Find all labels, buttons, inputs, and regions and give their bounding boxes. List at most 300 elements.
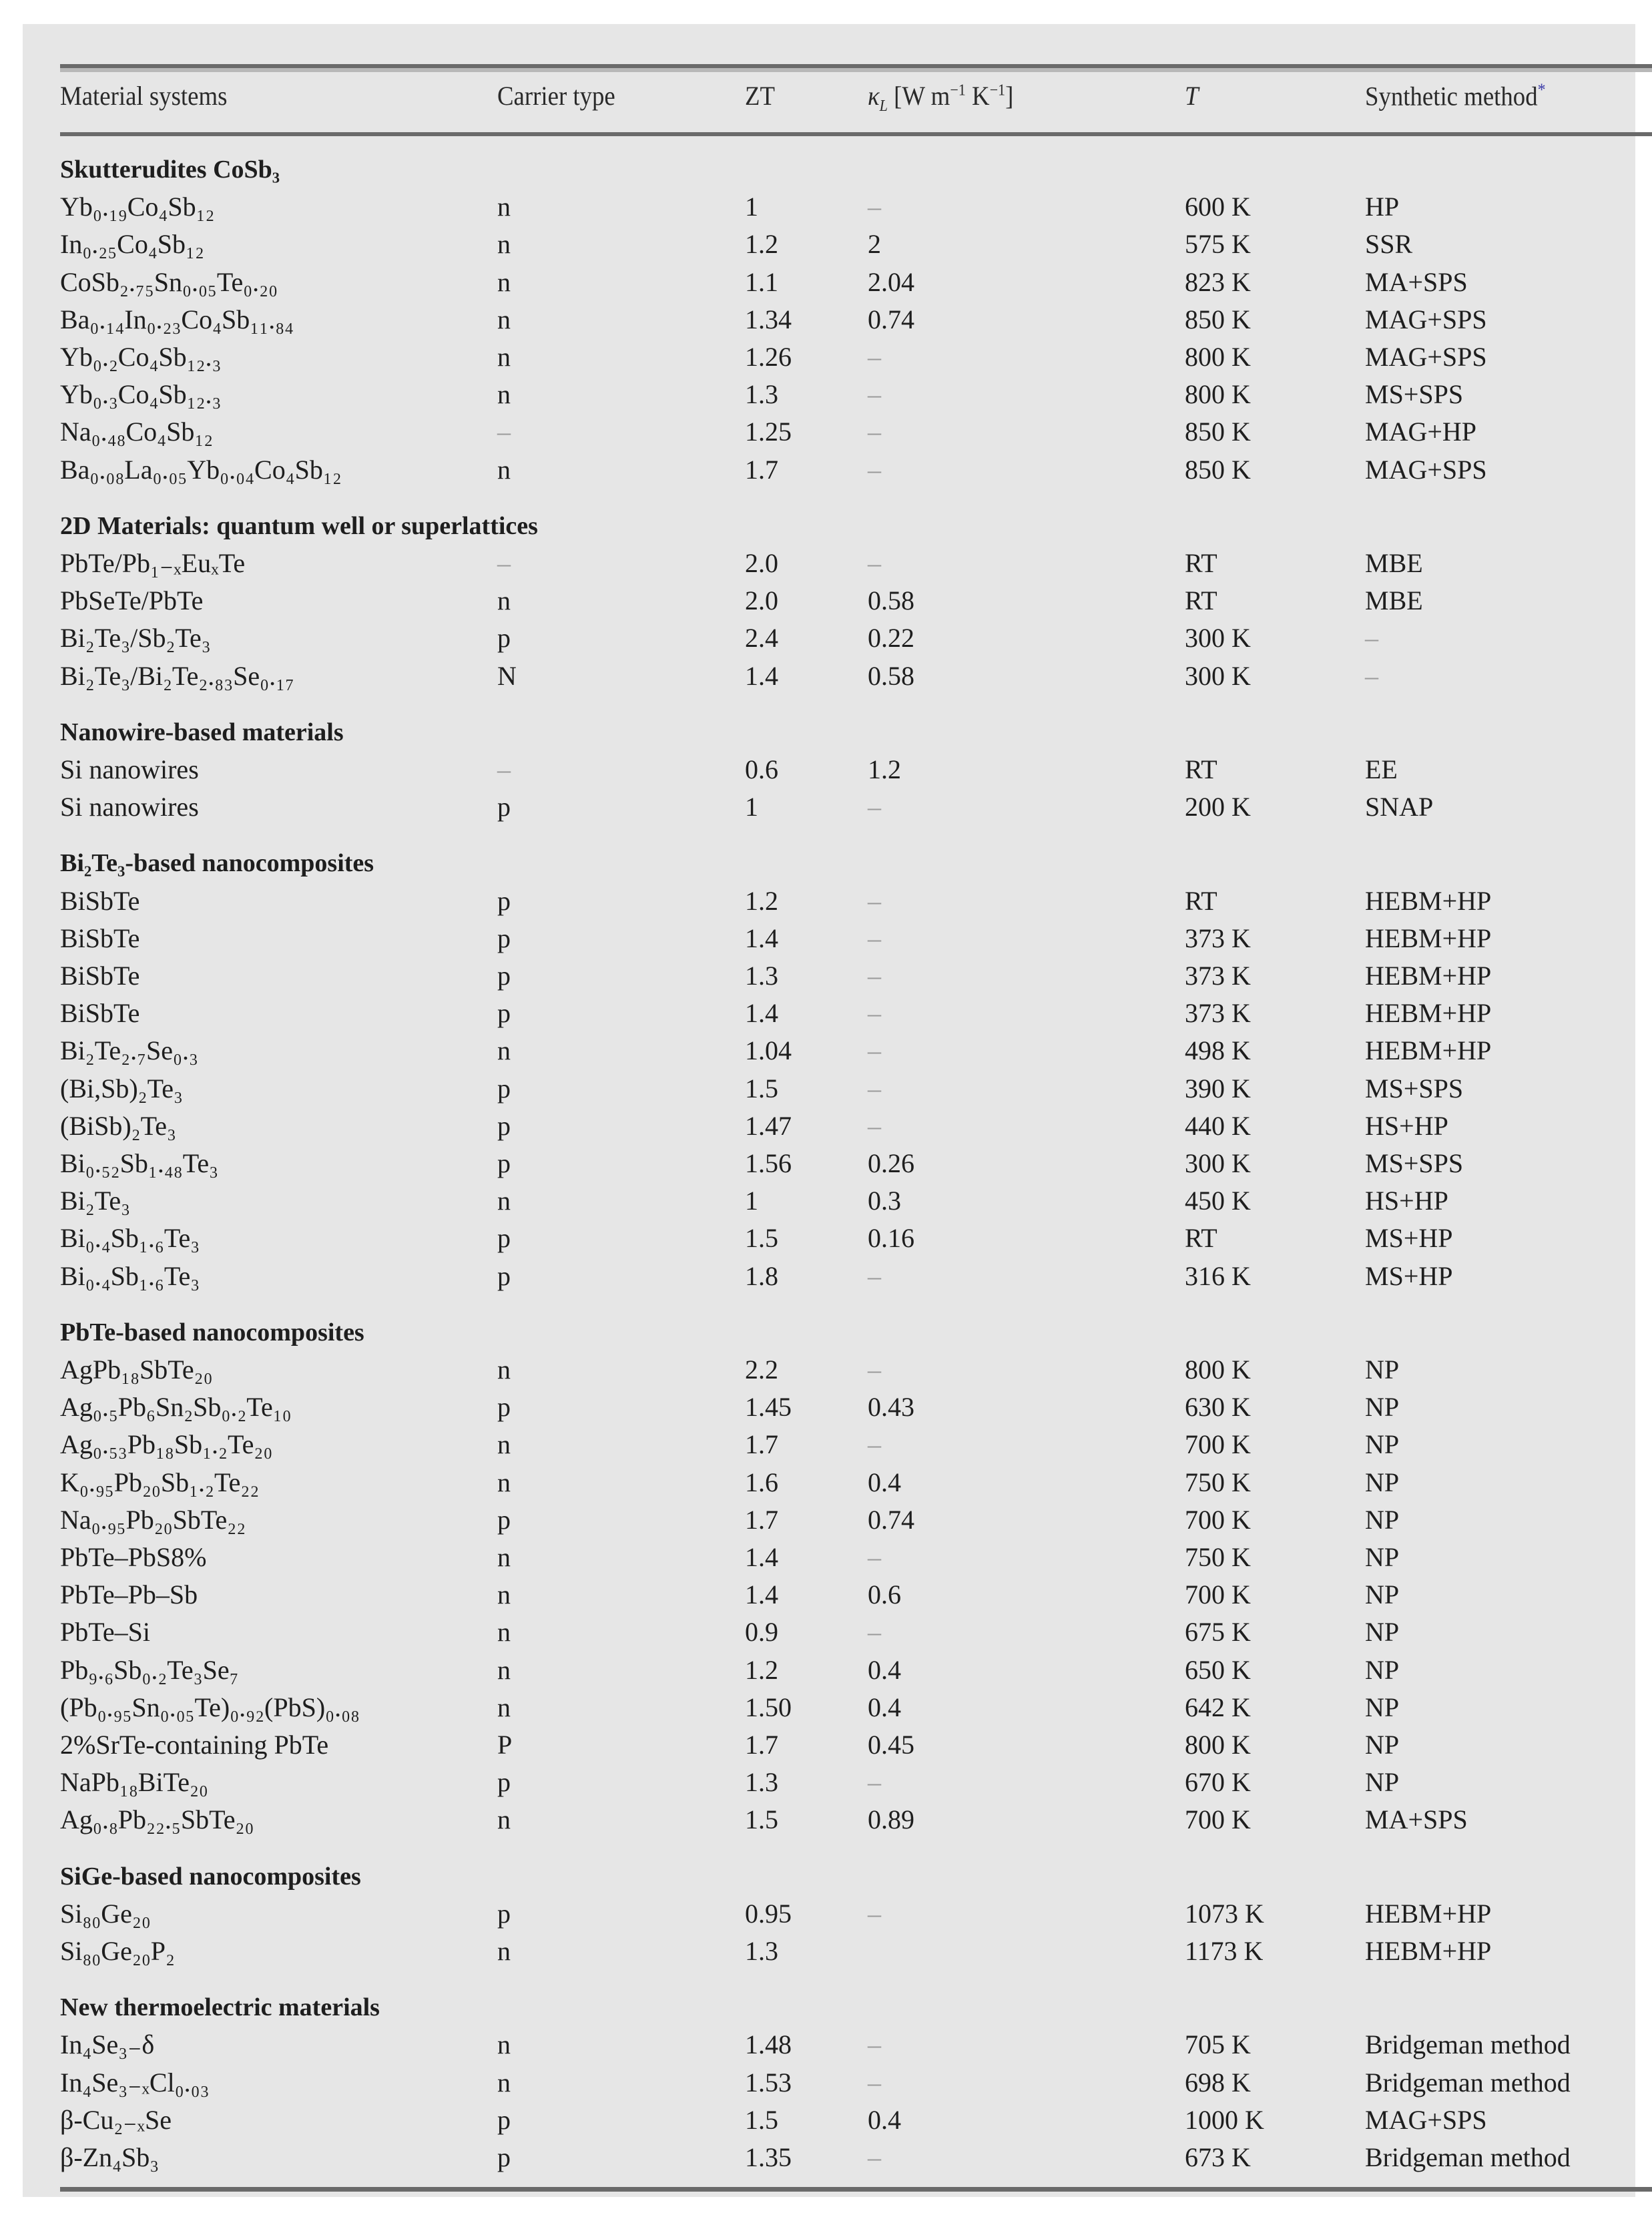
table-row: [23, 620, 1635, 657]
cell-carrier: p: [497, 961, 511, 991]
kl-symbol: κ: [868, 81, 880, 111]
table-row: [23, 2139, 1635, 2176]
cell-kl: –: [868, 885, 881, 916]
cell-material: Bi₂Te₂.₇Se₀.₃: [60, 1035, 198, 1066]
cell-t: 673 K: [1185, 2142, 1251, 2172]
cell-method: HEBM+HP: [1365, 1898, 1492, 1929]
table-row: [23, 751, 1635, 788]
header-method-label: Synthetic method: [1365, 81, 1538, 111]
cell-method: NP: [1365, 1429, 1400, 1460]
cell-kl: 1.2: [868, 754, 901, 784]
cell-method: Bridgeman method: [1365, 2029, 1571, 2060]
cell-carrier: p: [497, 998, 511, 1029]
cell-kl: –: [868, 379, 881, 410]
cell-material: CoSb₂.₇₅Sn₀.₀₅Te₀.₂₀: [60, 266, 278, 297]
kl-unit-b: K: [965, 81, 990, 111]
cell-carrier: n: [497, 1936, 511, 1966]
cell-zt: 1.4: [745, 923, 778, 953]
cell-carrier: n: [497, 1617, 511, 1648]
cell-method: MS+SPS: [1365, 1148, 1464, 1178]
cell-t: 1173 K: [1185, 1936, 1264, 1966]
cell-kl: 0.74: [868, 1504, 914, 1535]
cell-t: RT: [1185, 585, 1217, 616]
table-row: [23, 883, 1635, 920]
cell-t: RT: [1185, 1223, 1217, 1254]
cell-carrier: –: [497, 417, 511, 447]
table-row: [23, 2026, 1635, 2063]
cell-t: 373 K: [1185, 998, 1251, 1029]
cell-material: Na₀.₉₅Pb₂₀SbTe₂₂: [60, 1504, 246, 1535]
cell-material: K₀.₉₅Pb₂₀Sb₁.₂Te₂₂: [60, 1467, 260, 1497]
cell-t: 575 K: [1185, 229, 1251, 260]
cell-zt: 1.35: [745, 2142, 792, 2172]
cell-material: Ag₀.₅Pb₆Sn₂Sb₀.₂Te₁₀: [60, 1392, 292, 1423]
section-heading: [23, 714, 1635, 751]
section-heading: [23, 1314, 1635, 1351]
cell-method: HP: [1365, 192, 1400, 222]
section-heading: [23, 1858, 1635, 1895]
cell-zt: 1.4: [745, 1542, 778, 1572]
cell-zt: 1: [745, 1186, 758, 1216]
table-row: [23, 1801, 1635, 1838]
cell-method: MAG+SPS: [1365, 454, 1487, 485]
cell-carrier: p: [497, 1260, 511, 1291]
cell-zt: 1.04: [745, 1035, 792, 1066]
cell-carrier: n: [497, 229, 511, 260]
table-row: [23, 1107, 1635, 1145]
cell-material: (Bi,Sb)₂Te₃: [60, 1073, 183, 1103]
cell-method: NP: [1365, 1654, 1400, 1685]
cell-zt: 0.6: [745, 754, 778, 784]
cell-carrier: n: [497, 585, 511, 616]
cell-material: BiSbTe: [60, 885, 140, 916]
cell-carrier: n: [497, 1654, 511, 1685]
cell-method: HEBM+HP: [1365, 961, 1492, 991]
cell-material: 2%SrTe-containing PbTe: [60, 1730, 329, 1760]
cell-carrier: n: [497, 266, 511, 297]
cell-method: NP: [1365, 1767, 1400, 1798]
cell-kl: –: [868, 1073, 881, 1103]
cell-zt: 1.34: [745, 304, 792, 334]
cell-kl: –: [868, 342, 881, 372]
header-kl: [868, 80, 1013, 115]
table-row: [23, 2102, 1635, 2139]
cell-kl: 0.89: [868, 1804, 914, 1835]
cell-method: NP: [1365, 1730, 1400, 1760]
cell-kl: –: [868, 998, 881, 1029]
cell-t: 670 K: [1185, 1767, 1251, 1798]
cell-zt: 1.7: [745, 1429, 778, 1460]
cell-zt: 1: [745, 192, 758, 222]
cell-zt: 1.2: [745, 1654, 778, 1685]
cell-method: NP: [1365, 1579, 1400, 1610]
cell-carrier: p: [497, 1223, 511, 1254]
cell-carrier: n: [497, 192, 511, 222]
cell-t: 498 K: [1185, 1035, 1251, 1066]
header-temperature: [1185, 80, 1198, 111]
cell-zt: 1.5: [745, 2104, 778, 2135]
cell-zt: 1.5: [745, 1804, 778, 1835]
cell-method: –: [1365, 623, 1378, 654]
cell-kl: –: [868, 1035, 881, 1066]
cell-method: MAG+SPS: [1365, 2104, 1487, 2135]
header-material: Material systems: [60, 81, 228, 111]
cell-carrier: n: [497, 2029, 511, 2060]
cell-kl: 0.4: [868, 1467, 901, 1497]
table-row: [23, 1576, 1635, 1614]
cell-t: 1073 K: [1185, 1898, 1264, 1929]
table-row: [23, 1764, 1635, 1801]
cell-t: 700 K: [1185, 1429, 1251, 1460]
cell-carrier: –: [497, 548, 511, 578]
cell-kl: 0.58: [868, 660, 914, 691]
cell-material: (BiSb)₂Te₃: [60, 1110, 176, 1141]
cell-method: Bridgeman method: [1365, 2142, 1571, 2172]
cell-material: Bi₂Te₃: [60, 1186, 131, 1216]
cell-carrier: P: [497, 1730, 513, 1760]
cell-t: 750 K: [1185, 1542, 1251, 1572]
cell-kl: 2: [868, 229, 881, 260]
cell-zt: 1.7: [745, 454, 778, 485]
cell-kl: 0.74: [868, 304, 914, 334]
cell-method: MS+HP: [1365, 1223, 1453, 1254]
cell-method: HS+HP: [1365, 1110, 1448, 1141]
cell-zt: 0.95: [745, 1898, 792, 1929]
cell-t: 390 K: [1185, 1073, 1251, 1103]
cell-material: In₀.₂₅Co₄Sb₁₂: [60, 229, 204, 260]
cell-material: In₄Se₃₋ₓCl₀.₀₃: [60, 2067, 210, 2098]
cell-material: Bi₂Te₃/Bi₂Te₂.₈₃Se₀.₁₇: [60, 660, 294, 691]
table-row: [23, 1182, 1635, 1220]
cell-carrier: p: [497, 885, 511, 916]
cell-zt: 1.3: [745, 961, 778, 991]
cell-zt: 1.1: [745, 266, 778, 297]
cell-kl: 0.58: [868, 585, 914, 616]
cell-material: β-Zn₄Sb₃: [60, 2142, 160, 2172]
header-method: [1365, 80, 1546, 111]
table-row: [23, 1539, 1635, 1576]
table-row: [23, 995, 1635, 1032]
cell-method: MAG+SPS: [1365, 304, 1487, 334]
cell-carrier: p: [497, 2142, 511, 2172]
cell-t: 200 K: [1185, 792, 1251, 822]
cell-kl: –: [868, 454, 881, 485]
cell-zt: 1.4: [745, 1579, 778, 1610]
cell-carrier: n: [497, 1579, 511, 1610]
kl-sub: L: [879, 97, 888, 115]
cell-material: (Pb₀.₉₅Sn₀.₀₅Te)₀.₉₂(PbS)₀.₀₈: [60, 1692, 360, 1722]
cell-t: 823 K: [1185, 266, 1251, 297]
cell-zt: 2.0: [745, 585, 778, 616]
section-title: Skutterudites CoSb₃: [60, 156, 280, 184]
cell-kl: –: [868, 1617, 881, 1648]
table-row: [23, 1895, 1635, 1933]
cell-material: AgPb₁₈SbTe₂₀: [60, 1354, 213, 1385]
section-heading: [23, 151, 1635, 188]
cell-carrier: p: [497, 792, 511, 822]
cell-method: MS+HP: [1365, 1260, 1453, 1291]
cell-method: HEBM+HP: [1365, 998, 1492, 1029]
bottom-rule: [60, 2187, 1652, 2192]
cell-carrier: p: [497, 1898, 511, 1929]
cell-kl: –: [868, 1260, 881, 1291]
cell-carrier: N: [497, 660, 517, 691]
cell-carrier: p: [497, 2104, 511, 2135]
cell-material: Bi₂Te₃/Sb₂Te₃: [60, 623, 211, 654]
table-row: [23, 957, 1635, 995]
cell-carrier: n: [497, 1692, 511, 1722]
cell-zt: 2.2: [745, 1354, 778, 1385]
table-row: [23, 1351, 1635, 1389]
cell-zt: 1.2: [745, 229, 778, 260]
cell-t: 800 K: [1185, 342, 1251, 372]
table-row: [23, 264, 1635, 301]
cell-method: SSR: [1365, 229, 1413, 260]
cell-kl: 0.16: [868, 1223, 914, 1254]
cell-zt: 1.2: [745, 885, 778, 916]
table-row: [23, 1032, 1635, 1069]
cell-carrier: n: [497, 1354, 511, 1385]
cell-t: 850 K: [1185, 304, 1251, 334]
cell-kl: –: [868, 417, 881, 447]
cell-carrier: n: [497, 304, 511, 334]
cell-carrier: p: [497, 1392, 511, 1423]
cell-kl: 0.26: [868, 1148, 914, 1178]
cell-zt: 1.4: [745, 660, 778, 691]
cell-material: Ag₀.₅₃Pb₁₈Sb₁.₂Te₂₀: [60, 1429, 273, 1460]
cell-material: Bi₀.₄Sb₁.₆Te₃: [60, 1260, 200, 1291]
cell-t: 642 K: [1185, 1692, 1251, 1722]
cell-method: –: [1365, 660, 1378, 691]
cell-kl: –: [868, 1767, 881, 1798]
cell-method: NP: [1365, 1692, 1400, 1722]
cell-method: HEBM+HP: [1365, 885, 1492, 916]
top-rule: [60, 64, 1652, 72]
cell-material: Ba₀.₀₈La₀.₀₅Yb₀.₀₄Co₄Sb₁₂: [60, 454, 342, 485]
cell-t: 800 K: [1185, 379, 1251, 410]
table-row: [23, 451, 1635, 489]
cell-carrier: n: [497, 1467, 511, 1497]
cell-zt: 1.48: [745, 2029, 792, 2060]
cell-t: 800 K: [1185, 1354, 1251, 1385]
cell-method: MA+SPS: [1365, 266, 1468, 297]
cell-kl: –: [868, 1542, 881, 1572]
cell-method: NP: [1365, 1392, 1400, 1423]
cell-zt: 1.6: [745, 1467, 778, 1497]
header-carrier: Carrier type: [497, 81, 615, 111]
cell-t: 700 K: [1185, 1804, 1251, 1835]
table-row: [23, 301, 1635, 338]
cell-t: 850 K: [1185, 454, 1251, 485]
cell-material: Yb₀.₃Co₄Sb₁₂.₃: [60, 379, 222, 410]
cell-t: 373 K: [1185, 961, 1251, 991]
cell-carrier: n: [497, 1429, 511, 1460]
header-zt: ZT: [745, 81, 775, 111]
cell-kl: 0.22: [868, 623, 914, 654]
cell-material: PbSeTe/PbTe: [60, 585, 204, 616]
table-row: [23, 1258, 1635, 1295]
cell-zt: 1.3: [745, 1767, 778, 1798]
cell-zt: 1.8: [745, 1260, 778, 1291]
cell-method: HEBM+HP: [1365, 923, 1492, 953]
cell-material: NaPb₁₈BiTe₂₀: [60, 1767, 208, 1798]
cell-kl: 0.45: [868, 1730, 914, 1760]
table-row: [23, 658, 1635, 695]
footnote-mark[interactable]: *: [1537, 80, 1546, 99]
cell-zt: 1.26: [745, 342, 792, 372]
cell-method: MBE: [1365, 548, 1423, 578]
cell-material: Yb₀.₁₉Co₄Sb₁₂: [60, 192, 215, 222]
cell-material: Bi₀.₄Sb₁.₆Te₃: [60, 1223, 200, 1254]
cell-carrier: p: [497, 1073, 511, 1103]
cell-t: 300 K: [1185, 623, 1251, 654]
cell-t: 700 K: [1185, 1579, 1251, 1610]
cell-t: 373 K: [1185, 923, 1251, 953]
cell-t: 800 K: [1185, 1730, 1251, 1760]
cell-kl: –: [868, 2067, 881, 2098]
cell-zt: 1.45: [745, 1392, 792, 1423]
cell-zt: 1.53: [745, 2067, 792, 2098]
cell-carrier: p: [497, 1767, 511, 1798]
cell-zt: 1.7: [745, 1504, 778, 1535]
cell-t: 675 K: [1185, 1617, 1251, 1648]
table-row: [23, 1426, 1635, 1463]
section-title: Bi₂Te₃-based nanocomposites: [60, 849, 374, 878]
cell-t: 300 K: [1185, 1148, 1251, 1178]
cell-zt: 1: [745, 792, 758, 822]
table-row: [23, 226, 1635, 263]
section-heading: [23, 844, 1635, 882]
table-row: [23, 1689, 1635, 1726]
cell-carrier: p: [497, 1110, 511, 1141]
cell-kl: –: [868, 1898, 881, 1929]
cell-material: β-Cu₂₋ₓSe: [60, 2104, 172, 2135]
cell-method: MA+SPS: [1365, 1804, 1468, 1835]
cell-method: MS+SPS: [1365, 1073, 1464, 1103]
cell-material: PbTe/Pb₁₋ₓEuₓTe: [60, 548, 246, 578]
table-row: [23, 376, 1635, 413]
cell-t: 316 K: [1185, 1260, 1251, 1291]
header-t-label: T: [1185, 81, 1199, 111]
cell-zt: 1.5: [745, 1223, 778, 1254]
cell-method: SNAP: [1365, 792, 1434, 822]
cell-carrier: n: [497, 1035, 511, 1066]
cell-material: Yb₀.₂Co₄Sb₁₂.₃: [60, 342, 222, 372]
table-row: [23, 1070, 1635, 1107]
cell-zt: 0.9: [745, 1617, 778, 1648]
cell-kl: –: [868, 1429, 881, 1460]
cell-material: Si₈₀Ge₂₀P₂: [60, 1936, 175, 1966]
cell-kl: 0.4: [868, 1654, 901, 1685]
cell-method: NP: [1365, 1617, 1400, 1648]
cell-kl: –: [868, 2029, 881, 2060]
section-title: Nanowire-based materials: [60, 718, 344, 746]
cell-carrier: p: [497, 1504, 511, 1535]
section-title: SiGe-based nanocomposites: [60, 1862, 361, 1891]
table-row: [23, 788, 1635, 826]
table-row: [23, 338, 1635, 376]
section-heading: [23, 507, 1635, 545]
cell-method: MBE: [1365, 585, 1423, 616]
cell-zt: 1.5: [745, 1073, 778, 1103]
cell-method: NP: [1365, 1542, 1400, 1572]
kl-exp1: −1: [950, 81, 966, 99]
table-row: [23, 1464, 1635, 1501]
table-row: [23, 920, 1635, 957]
table-row: [23, 1501, 1635, 1539]
cell-material: BiSbTe: [60, 998, 140, 1029]
cell-zt: 1.56: [745, 1148, 792, 1178]
cell-t: 750 K: [1185, 1467, 1251, 1497]
cell-t: 650 K: [1185, 1654, 1251, 1685]
cell-material: Pb₉.₆Sb₀.₂Te₃Se₇: [60, 1654, 239, 1685]
cell-t: 850 K: [1185, 417, 1251, 447]
section-title: 2D Materials: quantum well or superlattices: [60, 511, 538, 540]
cell-carrier: –: [497, 754, 511, 784]
cell-kl: –: [868, 192, 881, 222]
cell-carrier: p: [497, 623, 511, 654]
cell-kl: 2.04: [868, 266, 914, 297]
cell-kl: 0.4: [868, 1692, 901, 1722]
cell-material: BiSbTe: [60, 961, 140, 991]
cell-material: Si nanowires: [60, 754, 199, 784]
cell-t: 705 K: [1185, 2029, 1251, 2060]
section-title: PbTe-based nanocomposites: [60, 1318, 364, 1346]
cell-t: 700 K: [1185, 1504, 1251, 1535]
cell-zt: 2.4: [745, 623, 778, 654]
cell-carrier: p: [497, 1148, 511, 1178]
cell-t: 440 K: [1185, 1110, 1251, 1141]
header-rule: [60, 132, 1652, 136]
cell-method: MAG+SPS: [1365, 342, 1487, 372]
cell-kl: –: [868, 1354, 881, 1385]
cell-material: BiSbTe: [60, 923, 140, 953]
cell-kl: 0.6: [868, 1579, 901, 1610]
table-row: [23, 1614, 1635, 1651]
table-row: [23, 413, 1635, 451]
cell-material: Si₈₀Ge₂₀: [60, 1898, 151, 1929]
cell-carrier: n: [497, 379, 511, 410]
cell-carrier: n: [497, 1186, 511, 1216]
table-row: [23, 582, 1635, 620]
table-panel: [23, 24, 1635, 2197]
table-row: [23, 1145, 1635, 1182]
cell-carrier: n: [497, 1804, 511, 1835]
cell-t: 450 K: [1185, 1186, 1251, 1216]
kl-unit-a: [W m: [887, 81, 950, 111]
table-row: [23, 2064, 1635, 2102]
table-row: [23, 1933, 1635, 1970]
cell-kl: –: [868, 548, 881, 578]
cell-t: RT: [1185, 548, 1217, 578]
table-row: [23, 545, 1635, 582]
cell-kl: –: [868, 1110, 881, 1141]
cell-method: MS+SPS: [1365, 379, 1464, 410]
cell-zt: 2.0: [745, 548, 778, 578]
cell-carrier: n: [497, 2067, 511, 2098]
kl-exp2: −1: [989, 81, 1006, 99]
table-row: [23, 188, 1635, 226]
cell-t: 600 K: [1185, 192, 1251, 222]
table-row: [23, 1220, 1635, 1257]
kl-unit-c: ]: [1005, 81, 1014, 111]
cell-zt: 1.50: [745, 1692, 792, 1722]
cell-method: HEBM+HP: [1365, 1035, 1492, 1066]
cell-method: EE: [1365, 754, 1398, 784]
cell-carrier: n: [497, 454, 511, 485]
cell-kl: 0.4: [868, 2104, 901, 2135]
cell-kl: 0.43: [868, 1392, 914, 1423]
